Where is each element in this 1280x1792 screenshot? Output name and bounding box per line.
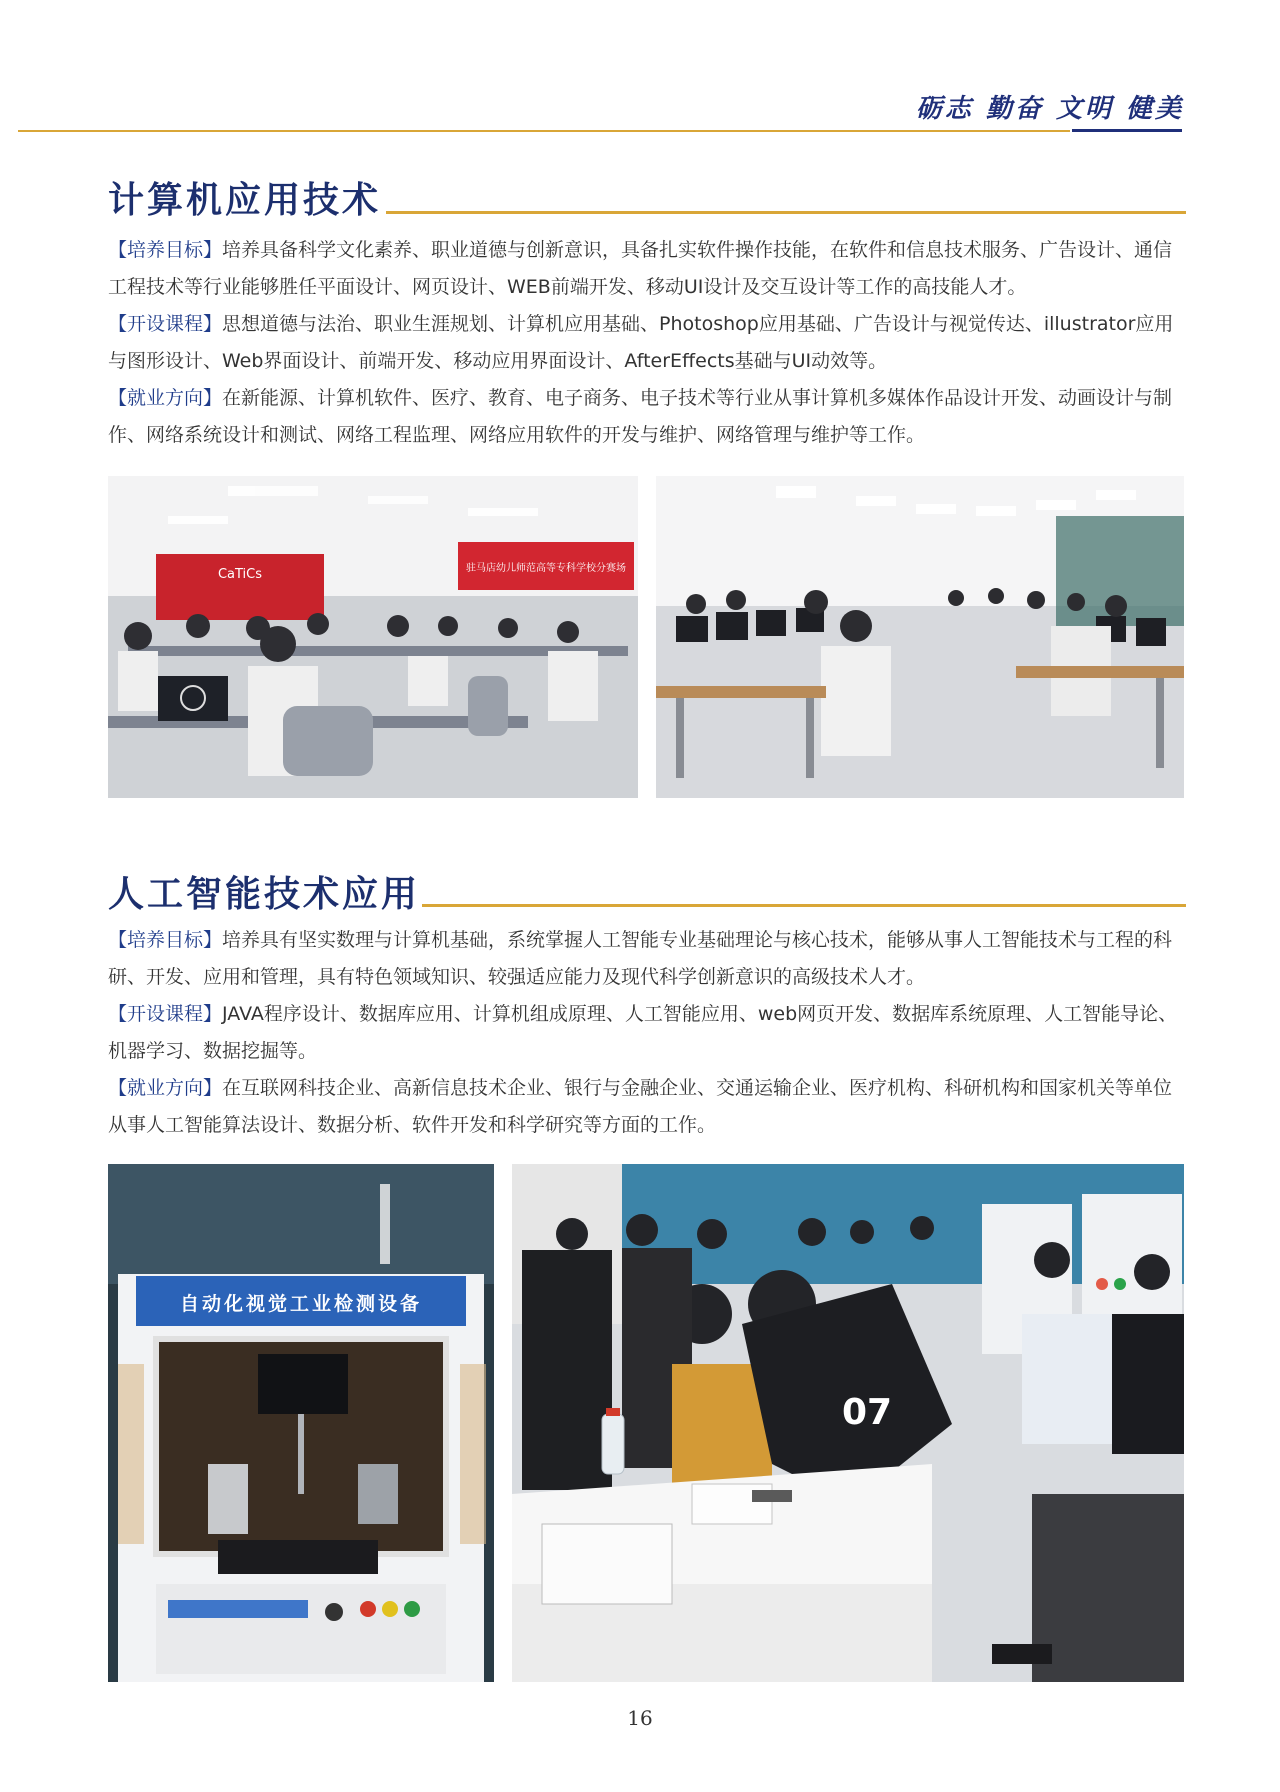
section-title-ai-application: 人工智能技术应用 <box>108 873 421 915</box>
school-motto: 砺志 勤奋 文明 健美 <box>915 94 1184 124</box>
paragraph-text: JAVA程序设计、数据库应用、计算机组成原理、人工智能应用、web网页开发、数据库系统原理、人工智能导论、机器学习、数据挖掘等。 <box>108 1003 1178 1062</box>
photo-ai-lab-workshop <box>512 1164 1184 1682</box>
machine-label: 自动化视觉工业检测设备 <box>179 1293 423 1315</box>
paragraph-tag: 【就业方向】 <box>108 1077 223 1099</box>
header-rule <box>18 130 1070 132</box>
banner-text: 驻马店幼儿师范高等专科学校分赛场 <box>466 563 626 574</box>
section-title-computer-application: 计算机应用技术 <box>108 179 382 221</box>
paragraph-text: 在新能源、计算机软件、医疗、教育、电子商务、电子技术等行业从事计算机多媒体作品设计开发、动画设计与制作、网络系统设计和测试、网络工程监理、网络应用软件的开发与维护、网络管理与维护等工作。 <box>108 387 1173 446</box>
photo-computer-lab <box>656 476 1184 798</box>
photo-visual-inspection-machine <box>108 1164 494 1682</box>
paragraph-tag: 【就业方向】 <box>108 387 223 409</box>
section-title-rule <box>422 904 1186 907</box>
motto-underline <box>1072 129 1182 132</box>
section2-paragraph-goal <box>108 922 1178 996</box>
jersey-number: 07 <box>842 1392 893 1433</box>
paragraph-text: 在互联网科技企业、高新信息技术企业、银行与金融企业、交通运输企业、医疗机构、科研机构和国家机关等单位从事人工智能算法设计、数据分析、软件开发和科学研究等方面的工作。 <box>108 1077 1173 1136</box>
section1-paragraph-careers <box>108 380 1178 454</box>
paragraph-text: 培养具备科学文化素养、职业道德与创新意识，具备扎实软件操作技能，在软件和信息技术服务、广告设计、通信工程技术等行业能够胜任平面设计、网页设计、WEB前端开发、移动UI设计及交互设计等工作的高技能人才。 <box>108 239 1173 298</box>
paragraph-tag: 【培养目标】 <box>108 929 223 951</box>
section-title-rule <box>386 211 1186 214</box>
paragraph-tag: 【开设课程】 <box>108 1003 223 1025</box>
section2-paragraph-courses <box>108 996 1178 1070</box>
section2-paragraph-careers <box>108 1070 1178 1144</box>
paragraph-text: 思想道德与法治、职业生涯规划、计算机应用基础、Photoshop应用基础、广告设计与视觉传达、illustrator应用与图形设计、Web界面设计、前端开发、移动应用界面设计、AfterEffects基础与UI动效等。 <box>108 313 1174 372</box>
photo-competition-classroom <box>108 476 638 798</box>
paragraph-tag: 【培养目标】 <box>108 239 223 261</box>
paragraph-text: 培养具有坚实数理与计算机基础，系统掌握人工智能专业基础理论与核心技术，能够从事人工智能技术与工程的科研、开发、应用和管理，具有特色领域知识、较强适应能力及现代科学创新意识的高级技术人才。 <box>108 929 1173 988</box>
screen-text: CaTiCs <box>217 567 263 582</box>
section1-paragraph-courses <box>108 306 1178 380</box>
page-number: 16 <box>627 1706 653 1730</box>
section1-paragraph-goal <box>108 232 1178 306</box>
paragraph-tag: 【开设课程】 <box>108 313 223 335</box>
